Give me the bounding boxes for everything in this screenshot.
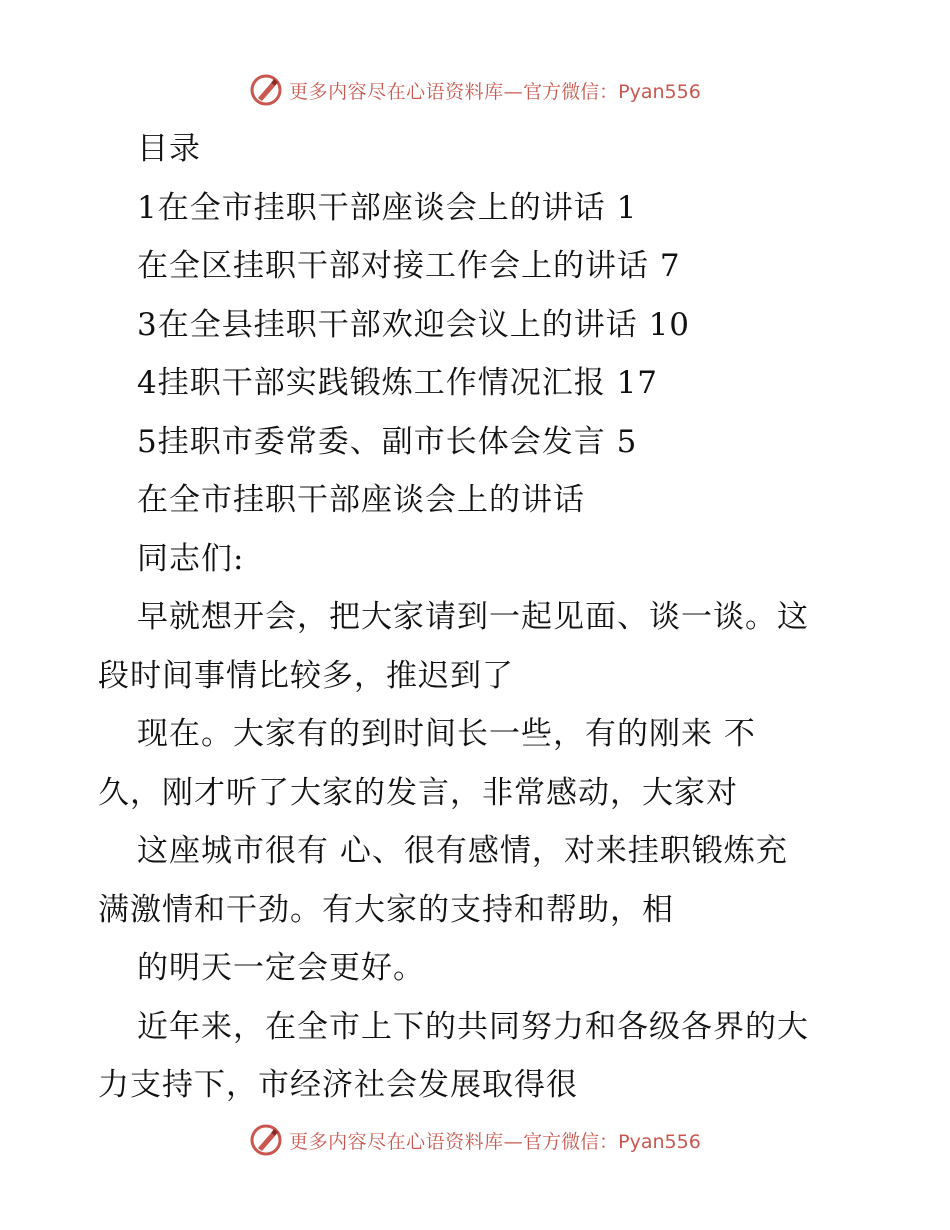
toc-item: 4挂职干部实践锻炼工作情况汇报 17 <box>137 365 659 401</box>
paragraph-line: 力支持下，市经济社会发展取得很 <box>98 1067 578 1103</box>
toc-item: 1在全市挂职干部座谈会上的讲话 1 <box>137 189 638 226</box>
toc-title: 目录 <box>137 131 201 167</box>
paragraph-line: 久，刚才听了大家的发言，非常感动，大家对 <box>98 774 738 811</box>
watermark-wechat: 官方微信：Pyan556 <box>523 80 701 103</box>
paragraph-line: 早就想开会，把大家请到一起见面、谈一谈。这 <box>137 599 809 635</box>
salutation: 同志们: <box>137 540 245 577</box>
paragraph-line: 段时间事情比较多，推迟到了 <box>98 657 514 694</box>
watermark-text: 更多内容尽在心语资料库— <box>289 80 524 103</box>
paragraph-line: 这座城市很有 心、很有感情，对来挂职锻炼充 <box>137 833 788 869</box>
pen-logo-icon <box>249 1123 283 1157</box>
speech-heading: 在全市挂职干部座谈会上的讲话 <box>137 482 585 518</box>
paragraph-line: 满激情和干劲。有大家的支持和帮助，相 <box>98 891 674 928</box>
paragraph-line: 近年来，在全市上下的共同努力和各级各界的大 <box>137 1008 809 1045</box>
paragraph-line: 现在。大家有的到时间长一些，有的刚来 不 <box>137 716 756 752</box>
watermark-text: 更多内容尽在心语资料库— <box>289 1130 524 1153</box>
document-body <box>98 120 858 1115</box>
paragraph-line: 的明天一定会更好。 <box>137 950 425 986</box>
toc-item: 3在全县挂职干部欢迎会议上的讲话 10 <box>137 306 691 343</box>
toc-item: 5挂职市委常委、副市长体会发言 5 <box>137 423 638 460</box>
watermark-header <box>0 70 950 110</box>
watermark-footer <box>0 1120 950 1160</box>
watermark-wechat: 官方微信：Pyan556 <box>523 1130 701 1153</box>
pen-logo-icon <box>249 73 283 107</box>
toc-item: 在全区挂职干部对接工作会上的讲话 7 <box>137 248 681 284</box>
